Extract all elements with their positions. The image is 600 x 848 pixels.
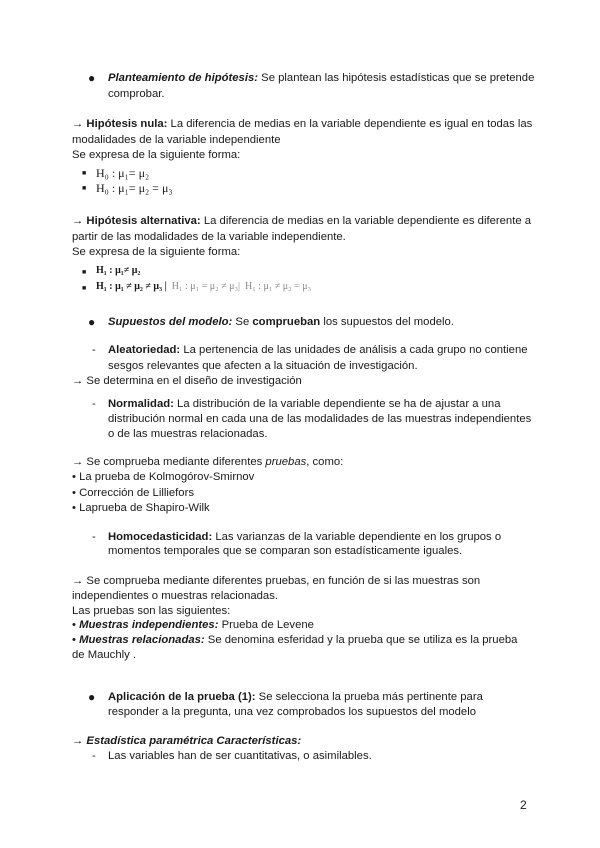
alt-hypothesis-line: → Hipótesis alternativa: La diferencia de medias en la variable dependiente es diferente a <box>72 215 532 227</box>
text-line: Las pruebas son las siguientes: <box>72 605 231 617</box>
list-item: Las variables han de ser cuantitativas, o asimilables. <box>108 750 372 762</box>
text-line: Se expresa de la siguiente forma: <box>72 149 241 161</box>
list-item: • Muestras relacionadas: Se denomina esferidad y la prueba que se utiliza es la prueba <box>72 634 518 646</box>
text-line: o de las muestras relacionadas. <box>108 428 268 440</box>
arrow-note: → Se comprueba mediante diferentes pruebas, en función de si las muestras son <box>72 575 481 587</box>
test-application-label: Aplicación de la prueba (1): <box>108 691 256 703</box>
list-item: • Muestras independientes: Prueba de Levene <box>72 619 314 631</box>
randomness-line: Aleatoriedad: La pertenencia de las unidades de análisis a cada grupo no contiene <box>108 344 528 356</box>
null-hypothesis-label: → Hipótesis nula: <box>72 118 168 130</box>
dash-bullet: - <box>92 398 96 410</box>
text-line: momentos temporales que se comparan son estadísticamente iguales. <box>108 545 463 557</box>
text-line: sesgos relevantes que afecten a la situación de investigación. <box>108 360 418 372</box>
model-assumptions-line: Supuestos del modelo: Se comprueban los supuestos del modelo. <box>108 316 454 328</box>
square-bullet-icon: ■ <box>82 285 87 292</box>
arrow-note: → Se determina en el diseño de investigación <box>72 375 302 387</box>
dash-bullet: - <box>92 750 96 762</box>
hypothesis-setup-line: Planteamiento de hipótesis: Se plantean las hipótesis estadísticas que se pretende <box>108 72 535 84</box>
bullet-dot: ● <box>88 690 96 704</box>
formula-h0-two-means: H₀ : μ₁= μ₂ <box>96 166 150 180</box>
text-line: responder a la pregunta, una vez comprobados los supuestos del modelo <box>108 706 477 718</box>
bullet-dot: ● <box>88 315 96 329</box>
bullet-dot: ● <box>88 71 96 85</box>
normality-line: Normalidad: La distribución de la variable dependiente se ha de ajustar a una <box>108 398 501 410</box>
square-bullet-icon: ■ <box>82 269 87 276</box>
page-number: 2 <box>520 798 527 812</box>
dash-bullet: - <box>92 344 96 356</box>
text-line: de Mauchly . <box>72 649 137 661</box>
list-item: • Laprueba de Shapiro-Wilk <box>72 502 210 514</box>
homoscedasticity-label: Homocedasticidad: <box>108 531 213 543</box>
normality-label: Normalidad: <box>108 398 174 410</box>
test-application-line: Aplicación de la prueba (1): Se selecciona la prueba más pertinente para <box>108 691 483 703</box>
randomness-label: Aleatoriedad: <box>108 344 181 356</box>
null-hypothesis-line: → Hipótesis nula: La diferencia de medias en la variable dependiente es igual en todas las <box>72 118 533 130</box>
list-item: • Corrección de Lilliefors <box>72 487 194 499</box>
homoscedasticity-line: Homocedasticidad: Las varianzas de la variable dependiente en los grupos o <box>108 531 502 543</box>
arrow-note: → Se comprueba mediante diferentes pruebas, como: <box>72 456 344 468</box>
square-bullet-icon: ■ <box>82 170 87 177</box>
text-line: independientes o muestras relacionadas. <box>72 590 278 602</box>
text-line: comprobar. <box>108 88 165 100</box>
hypothesis-setup-label: Planteamiento de hipótesis: <box>108 72 259 84</box>
formula-h1-three-means: H₁ : μ₁ ≠ μ₂ ≠ μ₃ | H₁ : μ₁ = μ₂ ≠ μ₃| H₁ : μ₁ ≠ μ₂ = μ₃ <box>96 281 312 292</box>
list-item: • La prueba de Kolmogórov-Smirnov <box>72 471 255 483</box>
text-line: Se expresa de la siguiente forma: <box>72 246 241 258</box>
text-line: distribución normal en cada una de las modalidades de las muestras independientes <box>108 413 532 425</box>
alt-hypothesis-label: → Hipótesis alternativa: <box>72 215 201 227</box>
text-line: partir de las modalidades de la variable independiente. <box>72 231 346 243</box>
dash-bullet: - <box>92 531 96 543</box>
parametric-heading: → Estadística paramétrica Características: <box>72 735 302 747</box>
formula-h1-two-means: H₁ : μ₁≠ μ₂ <box>96 265 141 276</box>
square-bullet-icon: ■ <box>82 185 87 192</box>
model-assumptions-label: Supuestos del modelo: <box>108 316 233 328</box>
formula-h0-three-means: H₀ : μ₁= μ₂ = μ₃ <box>96 181 173 195</box>
text-line: modalidades de la variable independiente <box>72 134 281 146</box>
